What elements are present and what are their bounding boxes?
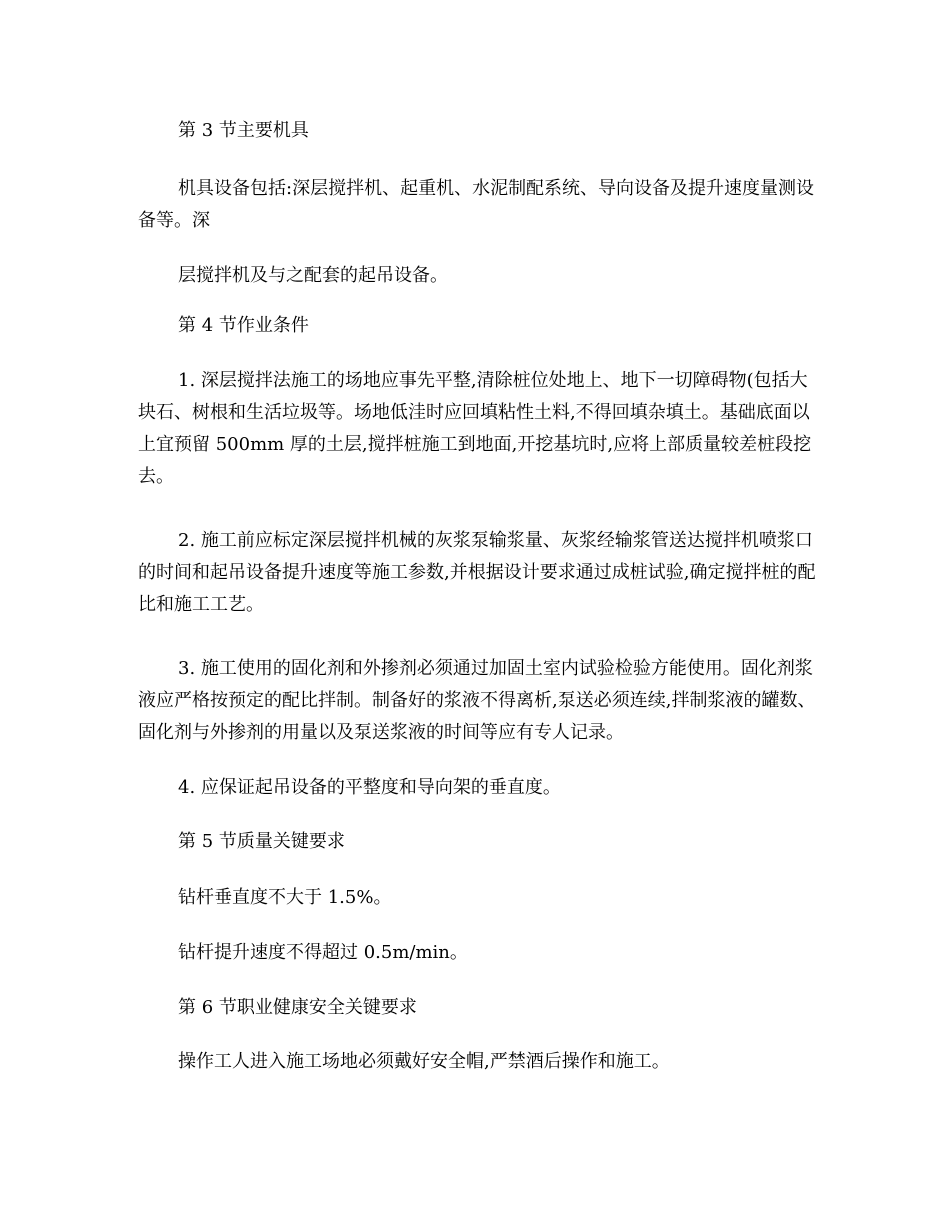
section-4-item-3: 3. 施工使用的固化剂和外掺剂必须通过加固土室内试验检验方能使用。固化剂浆液应严格按预定的配比拌制。制备好的浆液不得离析,泵送必须连续,拌制浆液的罐数、固化剂与外掺剂的用量以及泵送浆液的时间等应有专人记录。 <box>138 658 816 743</box>
section-3-heading: 第 3 节主要机具 <box>178 120 309 141</box>
section-4-heading: 第 4 节作业条件 <box>178 315 309 336</box>
section-6-heading: 第 6 节职业健康安全关键要求 <box>178 997 417 1018</box>
section-5-requirement-2: 钻杆提升速度不得超过 0.5m/min。 <box>178 942 468 963</box>
section-4-item-1: 1. 深层搅拌法施工的场地应事先平整,清除桩位处地上、地下一切障碍物(包括大块石、树根和生活垃圾等。场地低洼时应回填粘性土料,不得回填杂填土。基础底面以上宜预留 500mm 厚的土层,搅拌桩施工到地面,开挖基坑时,应将上部质量较差桩段挖去。 <box>138 370 812 487</box>
section-5-requirement-1: 钻杆垂直度不大于 1.5%。 <box>178 887 392 908</box>
section-3-paragraph-1: 机具设备包括:深层搅拌机、起重机、水泥制配系统、导向设备及提升速度量测设备等。深 <box>138 178 815 231</box>
section-3-paragraph-2: 层搅拌机及与之配套的起吊设备。 <box>178 265 448 286</box>
section-6-requirement-1: 操作工人进入施工场地必须戴好安全帽,严禁酒后操作和施工。 <box>178 1051 670 1072</box>
section-4-item-4: 4. 应保证起吊设备的平整度和导向架的垂直度。 <box>178 777 561 798</box>
section-5-heading: 第 5 节质量关键要求 <box>178 831 345 852</box>
section-4-item-2: 2. 施工前应标定深层搅拌机械的灰浆泵输浆量、灰浆经输浆管送达搅拌机喷浆口的时间和起吊设备提升速度等施工参数,并根据设计要求通过成桩试验,确定搅拌桩的配比和施工工艺。 <box>138 530 816 615</box>
